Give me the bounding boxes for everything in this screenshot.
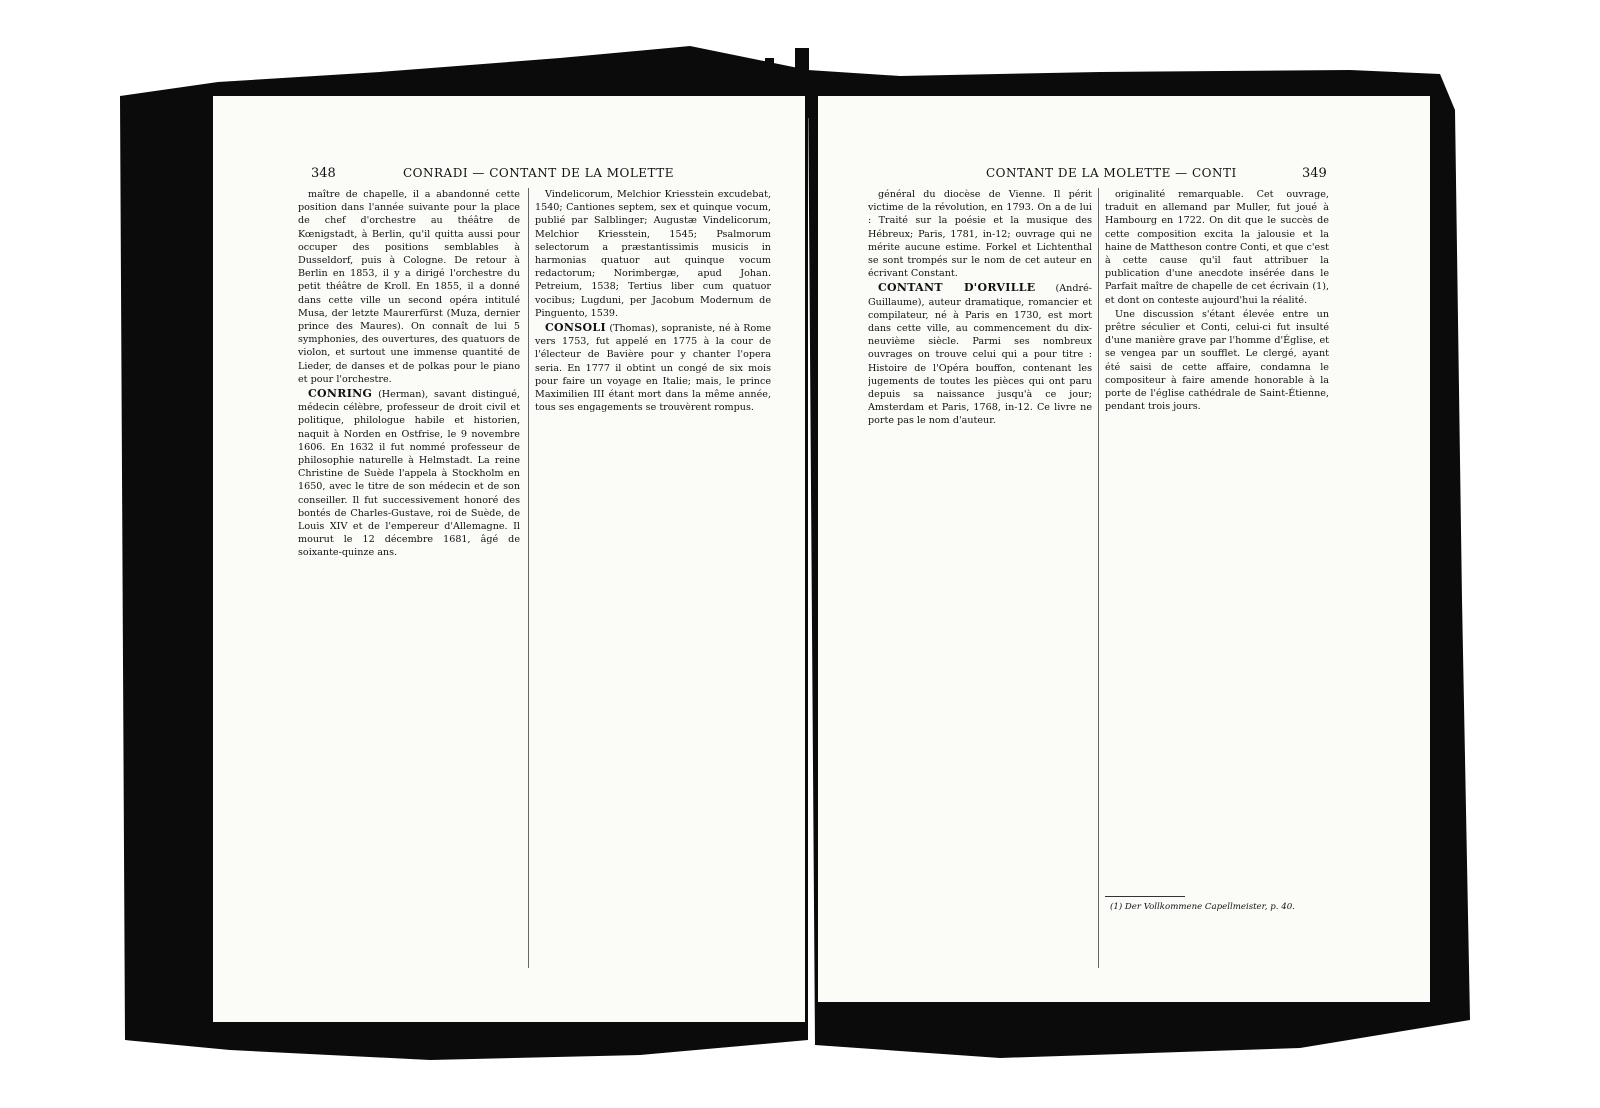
right-column-2 [1105, 188, 1329, 998]
right-page [818, 96, 1430, 1002]
left-page-number: 348 [311, 166, 336, 181]
paragraph: maître de chapelle, il a abandonné cette position dans l'année suivante pour la place de chef d'orchestre au théâtre de Kœnigstadt, à Berlin, qu'il quitta aussi pour occuper des positions semblables à Dusseldorf, puis à Cologne. De retour à Berlin en 1853, il y a dirigé l'orchestre du petit théâtre de Kroll. En 1855, il a donné dans cette ville un second opéra intitulé Musa, der letzte Maurerfürst (Muza, dernier prince des Maures). On connaît de lui 5 symphonies, des ouvertures, des quatuors de violon, et surtout une immense quantité de Lieder, de danses et de polkas pour le piano et pour l'orchestre. [298, 189, 520, 385]
right-running-head: CONTANT DE LA MOLETTE — CONTI [986, 166, 1237, 180]
footnote-rule [1105, 896, 1185, 897]
entry-head: CONRING [308, 387, 373, 401]
paragraph: Vindelicorum, Melchior Kriesstein excudebat, 1540; Cantiones septem, sex et quinque vocum, publié par Salblinger; Augustæ Vindelicorum, Melchior Kriesstein, 1545; Psalmorum selectorum a præstantissimis musicis in harmonias quatuor aut quinque vocum redactorum; Norimbergæ, apud Johan. Petreium, 1538; Tertius liber cum quatuor vocibus; Lugduni, per Jacobum Modernum de Pinguento, 1539. [535, 189, 771, 319]
left-running-head: CONRADI — CONTANT DE LA MOLETTE [403, 166, 675, 180]
paragraph: général du diocèse de Vienne. Il périt victime de la révolution, en 1793. On a de lui : Traité sur la poésie et la musique des Hébreux; Paris, 1781, in-12; ouvrage qui ne mérite aucune estime. Forkel et Lichtenthal se sont trompés sur le nom de cet auteur en écrivant Constant. [868, 189, 1092, 280]
left-column-2 [535, 188, 771, 998]
entry: CONSOLI (Thomas), sopraniste, né à Rome vers 1753, fut appelé en 1775 à la cour de l'électeur de Bavière pour y chanter l'opera seria. En 1777 il obtint un congé de six mois pour faire un voyage en Italie; mais, le prince Maximilien III étant mort dans la même année, tous ses engagements se trouvèrent rompus. [535, 321, 771, 414]
paragraph: Une discussion s'étant élevée entre un prêtre séculier et Conti, celui-ci fut insulté d'une manière grave par l'homme d'Église, et se vengea par un soufflet. Le clergé, ayant été saisi de cette affaire, condamna le compositeur à faire amende honorable à la porte de l'église cathédrale de Saint-Étienne, pendant trois jours. [1105, 308, 1329, 413]
entry: CONTANT D'ORVILLE (André-Guillaume), auteur dramatique, romancier et compilateur, né à Paris en 1730, est mort dans cette ville, au commencement du dix-neuvième siècle. Parmi ses nombreux ouvrages on trouve celui qui a pour titre : Histoire de l'Opéra bouffon, contenant les jugements de toutes les pièces qui ont paru depuis sa naissance jusqu'à ce jour; Amsterdam et Paris, 1768, in-12. Ce livre ne porte pas le nom d'auteur. [868, 281, 1092, 427]
right-page-number: 349 [1302, 166, 1327, 181]
entry: CONRING (Herman), savant distingué, médecin célèbre, professeur de droit civil et politique, philologue habile et historien, naquit à Norden en Ostfrise, le 9 novembre 1606. En 1632 il fut nommé professeur de philosophie naturelle à Helmstadt. La reine Christine de Suède l'appela à Stockholm en 1650, avec le titre de son médecin et de son conseiller. Il fut successivement honoré des bontés de Charles-Gustave, roi de Suède, de Louis XIV et de l'empereur d'Allemagne. Il mourut le 12 décembre 1681, âgé de soixante-quinze ans. [298, 387, 520, 559]
left-column-1 [298, 188, 520, 998]
right-column-1 [868, 188, 1092, 998]
entry-head: CONTANT D'ORVILLE [878, 281, 1036, 295]
paragraph: originalité remarquable. Cet ouvrage, traduit en allemand par Muller, fut joué à Hambourg en 1722. On dit que le succès de cette composition excita la jalousie et la haine de Mattheson contre Conti, et que c'est à cette cause qu'il faut attribuer la publication d'une anecdote insérée dans le Parfait maître de chapelle de cet écrivain (1), et dont on conteste aujourd'hui la réalité. [1105, 189, 1329, 306]
column-divider [528, 188, 529, 968]
left-page [213, 96, 805, 1022]
footnote: (1) Der Vollkommene Capellmeister, p. 40. [1110, 902, 1295, 912]
entry-head: CONSOLI [545, 321, 606, 335]
column-divider [1098, 188, 1099, 968]
